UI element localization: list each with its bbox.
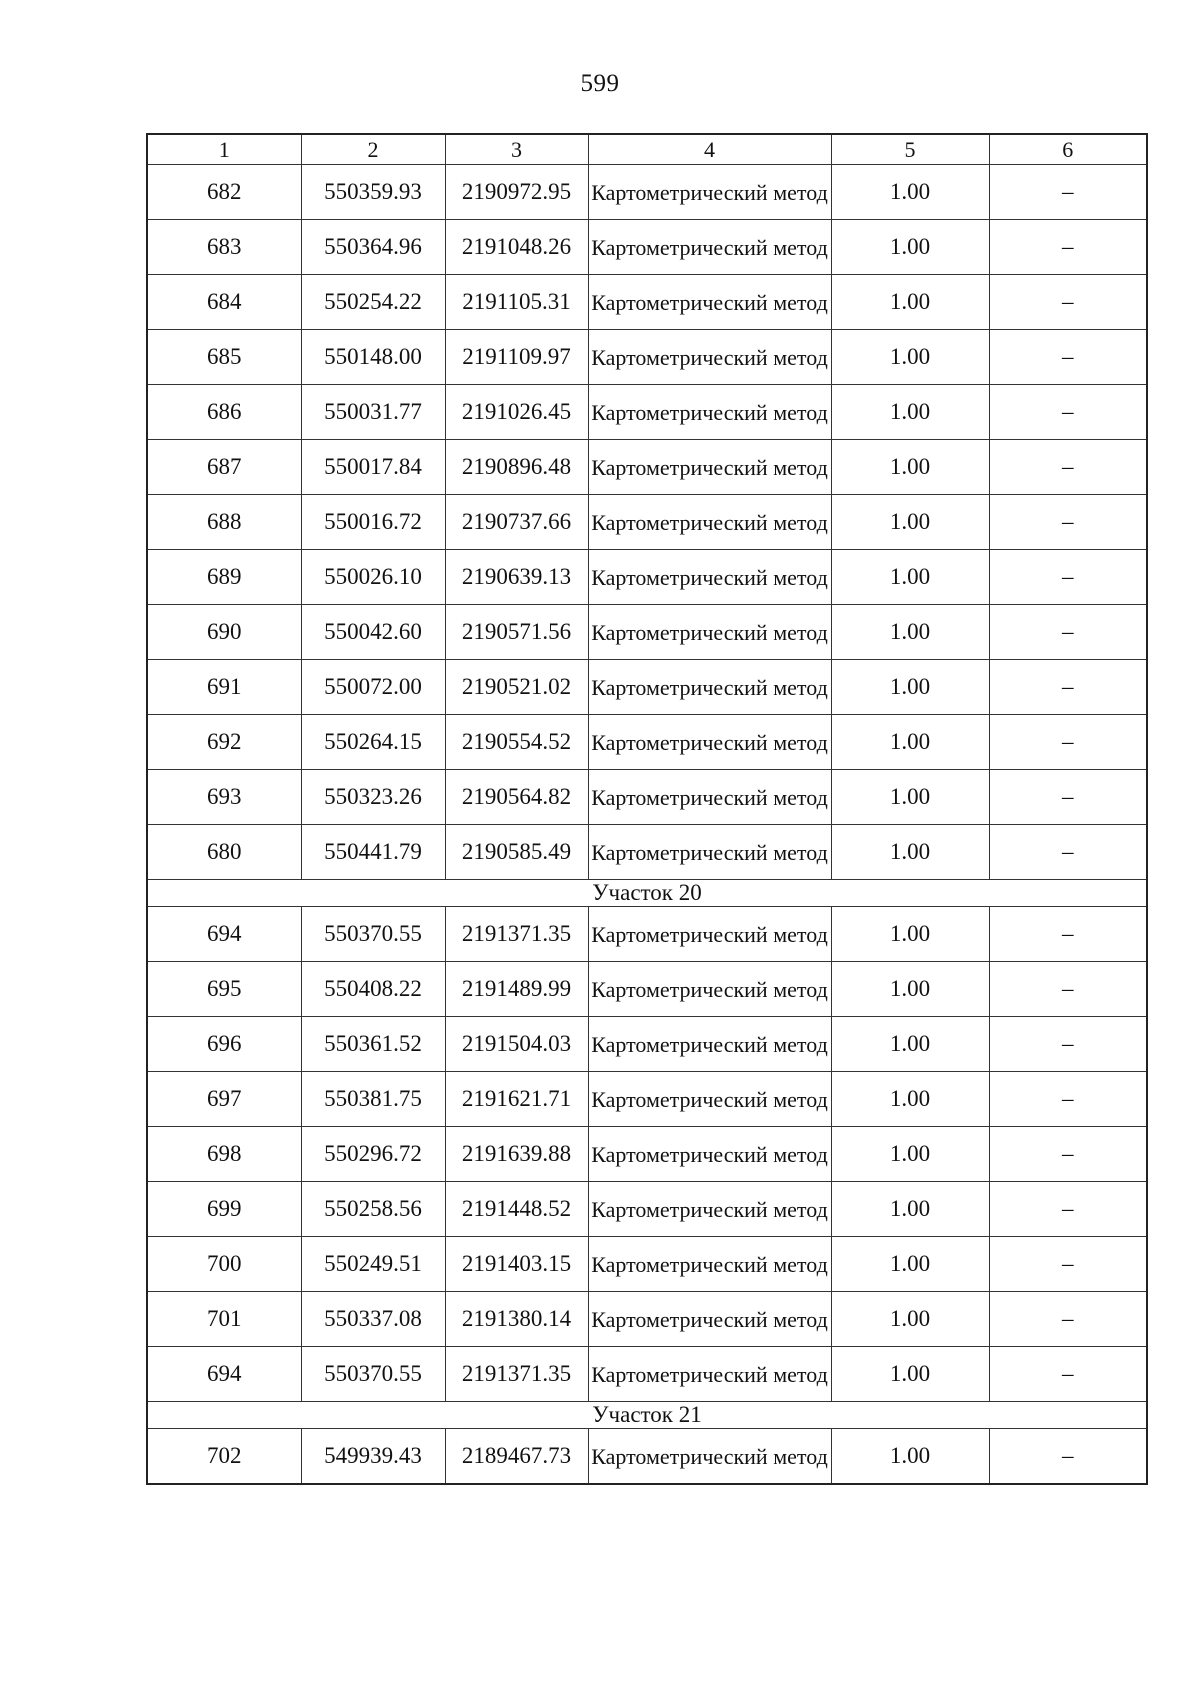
x-coordinate-cell: 550258.56: [301, 1182, 445, 1237]
method-cell: Картометрический метод: [588, 1072, 831, 1127]
x-coordinate-cell: 550296.72: [301, 1127, 445, 1182]
x-coordinate-cell: 550072.00: [301, 660, 445, 715]
point-number-cell: 695: [147, 962, 301, 1017]
x-coordinate-cell: 550364.96: [301, 220, 445, 275]
accuracy-cell: 1.00: [831, 1292, 989, 1347]
method-cell: Картометрический метод: [588, 440, 831, 495]
y-coordinate-cell: 2191371.35: [445, 1347, 588, 1402]
accuracy-cell: 1.00: [831, 1017, 989, 1072]
x-coordinate-cell: 550026.10: [301, 550, 445, 605]
x-coordinate-cell: 550361.52: [301, 1017, 445, 1072]
accuracy-cell: 1.00: [831, 385, 989, 440]
x-coordinate-cell: 550264.15: [301, 715, 445, 770]
y-coordinate-cell: 2189467.73: [445, 1429, 588, 1485]
note-cell: –: [989, 385, 1147, 440]
table-row: [147, 715, 1147, 770]
method-cell: Картометрический метод: [588, 165, 831, 220]
point-number-cell: 680: [147, 825, 301, 880]
point-number-cell: 693: [147, 770, 301, 825]
table-row: [147, 165, 1147, 220]
method-cell: Картометрический метод: [588, 1429, 831, 1485]
method-cell: Картометрический метод: [588, 825, 831, 880]
y-coordinate-cell: 2191371.35: [445, 907, 588, 962]
column-header-5: 5: [831, 134, 989, 165]
method-cell: Картометрический метод: [588, 385, 831, 440]
section-row: [147, 1402, 1147, 1429]
x-coordinate-cell: 550337.08: [301, 1292, 445, 1347]
point-number-cell: 700: [147, 1237, 301, 1292]
method-cell: Картометрический метод: [588, 220, 831, 275]
accuracy-cell: 1.00: [831, 1237, 989, 1292]
accuracy-cell: 1.00: [831, 770, 989, 825]
section-label: Участок 21: [147, 1402, 1147, 1429]
table-header-row: [147, 134, 1147, 165]
table-row: [147, 1127, 1147, 1182]
point-number-cell: 687: [147, 440, 301, 495]
y-coordinate-cell: 2190737.66: [445, 495, 588, 550]
note-cell: –: [989, 330, 1147, 385]
x-coordinate-cell: 550370.55: [301, 907, 445, 962]
point-number-cell: 702: [147, 1429, 301, 1485]
table-row: [147, 1072, 1147, 1127]
method-cell: Картометрический метод: [588, 715, 831, 770]
note-cell: –: [989, 495, 1147, 550]
method-cell: Картометрический метод: [588, 275, 831, 330]
y-coordinate-cell: 2190896.48: [445, 440, 588, 495]
method-cell: Картометрический метод: [588, 330, 831, 385]
note-cell: –: [989, 605, 1147, 660]
method-cell: Картометрический метод: [588, 1347, 831, 1402]
point-number-cell: 689: [147, 550, 301, 605]
note-cell: –: [989, 1182, 1147, 1237]
table-row: [147, 440, 1147, 495]
note-cell: –: [989, 275, 1147, 330]
table-row: [147, 330, 1147, 385]
y-coordinate-cell: 2191504.03: [445, 1017, 588, 1072]
y-coordinate-cell: 2190521.02: [445, 660, 588, 715]
x-coordinate-cell: 550370.55: [301, 1347, 445, 1402]
table-row: [147, 605, 1147, 660]
column-header-2: 2: [301, 134, 445, 165]
method-cell: Картометрический метод: [588, 660, 831, 715]
y-coordinate-cell: 2190564.82: [445, 770, 588, 825]
y-coordinate-cell: 2191105.31: [445, 275, 588, 330]
method-cell: Картометрический метод: [588, 770, 831, 825]
method-cell: Картометрический метод: [588, 1127, 831, 1182]
method-cell: Картометрический метод: [588, 1292, 831, 1347]
y-coordinate-cell: 2191489.99: [445, 962, 588, 1017]
note-cell: –: [989, 770, 1147, 825]
y-coordinate-cell: 2190571.56: [445, 605, 588, 660]
y-coordinate-cell: 2191639.88: [445, 1127, 588, 1182]
note-cell: –: [989, 440, 1147, 495]
table-row: [147, 825, 1147, 880]
table-row: [147, 1237, 1147, 1292]
accuracy-cell: 1.00: [831, 495, 989, 550]
accuracy-cell: 1.00: [831, 825, 989, 880]
table-row: [147, 1292, 1147, 1347]
point-number-cell: 694: [147, 907, 301, 962]
table-row: [147, 495, 1147, 550]
method-cell: Картометрический метод: [588, 907, 831, 962]
note-cell: –: [989, 1237, 1147, 1292]
accuracy-cell: 1.00: [831, 1072, 989, 1127]
x-coordinate-cell: 550249.51: [301, 1237, 445, 1292]
table-row: [147, 660, 1147, 715]
x-coordinate-cell: 550254.22: [301, 275, 445, 330]
note-cell: –: [989, 715, 1147, 770]
accuracy-cell: 1.00: [831, 550, 989, 605]
x-coordinate-cell: 550042.60: [301, 605, 445, 660]
y-coordinate-cell: 2191026.45: [445, 385, 588, 440]
accuracy-cell: 1.00: [831, 1429, 989, 1485]
point-number-cell: 696: [147, 1017, 301, 1072]
x-coordinate-cell: 550323.26: [301, 770, 445, 825]
note-cell: –: [989, 825, 1147, 880]
y-coordinate-cell: 2191380.14: [445, 1292, 588, 1347]
method-cell: Картометрический метод: [588, 550, 831, 605]
table-row: [147, 907, 1147, 962]
method-cell: Картометрический метод: [588, 1182, 831, 1237]
accuracy-cell: 1.00: [831, 440, 989, 495]
point-number-cell: 697: [147, 1072, 301, 1127]
x-coordinate-cell: 550148.00: [301, 330, 445, 385]
point-number-cell: 694: [147, 1347, 301, 1402]
method-cell: Картометрический метод: [588, 1237, 831, 1292]
note-cell: –: [989, 907, 1147, 962]
point-number-cell: 685: [147, 330, 301, 385]
method-cell: Картометрический метод: [588, 495, 831, 550]
accuracy-cell: 1.00: [831, 1127, 989, 1182]
table-row: [147, 220, 1147, 275]
point-number-cell: 699: [147, 1182, 301, 1237]
coordinates-table: [146, 133, 1148, 1485]
page-number: 599: [580, 70, 620, 97]
point-number-cell: 698: [147, 1127, 301, 1182]
point-number-cell: 684: [147, 275, 301, 330]
section-label: Участок 20: [147, 880, 1147, 907]
note-cell: –: [989, 1347, 1147, 1402]
y-coordinate-cell: 2191403.15: [445, 1237, 588, 1292]
method-cell: Картометрический метод: [588, 605, 831, 660]
accuracy-cell: 1.00: [831, 275, 989, 330]
table-row: [147, 770, 1147, 825]
table-row: [147, 962, 1147, 1017]
x-coordinate-cell: 550017.84: [301, 440, 445, 495]
accuracy-cell: 1.00: [831, 330, 989, 385]
method-cell: Картометрический метод: [588, 1017, 831, 1072]
x-coordinate-cell: 550441.79: [301, 825, 445, 880]
note-cell: –: [989, 220, 1147, 275]
x-coordinate-cell: 550359.93: [301, 165, 445, 220]
table-row: [147, 1017, 1147, 1072]
note-cell: –: [989, 550, 1147, 605]
table-row: [147, 1429, 1147, 1485]
table-row: [147, 385, 1147, 440]
note-cell: –: [989, 1127, 1147, 1182]
point-number-cell: 688: [147, 495, 301, 550]
table-row: [147, 1182, 1147, 1237]
x-coordinate-cell: 550016.72: [301, 495, 445, 550]
y-coordinate-cell: 2190972.95: [445, 165, 588, 220]
accuracy-cell: 1.00: [831, 1347, 989, 1402]
accuracy-cell: 1.00: [831, 907, 989, 962]
column-header-4: 4: [588, 134, 831, 165]
coordinates-table-body: [147, 134, 1147, 1484]
y-coordinate-cell: 2190639.13: [445, 550, 588, 605]
accuracy-cell: 1.00: [831, 165, 989, 220]
note-cell: –: [989, 962, 1147, 1017]
y-coordinate-cell: 2190585.49: [445, 825, 588, 880]
accuracy-cell: 1.00: [831, 962, 989, 1017]
y-coordinate-cell: 2191048.26: [445, 220, 588, 275]
note-cell: –: [989, 1017, 1147, 1072]
y-coordinate-cell: 2190554.52: [445, 715, 588, 770]
column-header-3: 3: [445, 134, 588, 165]
y-coordinate-cell: 2191448.52: [445, 1182, 588, 1237]
x-coordinate-cell: 550408.22: [301, 962, 445, 1017]
point-number-cell: 692: [147, 715, 301, 770]
note-cell: –: [989, 1072, 1147, 1127]
column-header-1: 1: [147, 134, 301, 165]
table-row: [147, 1347, 1147, 1402]
y-coordinate-cell: 2191109.97: [445, 330, 588, 385]
section-row: [147, 880, 1147, 907]
x-coordinate-cell: 549939.43: [301, 1429, 445, 1485]
table-row: [147, 275, 1147, 330]
method-cell: Картометрический метод: [588, 962, 831, 1017]
x-coordinate-cell: 550381.75: [301, 1072, 445, 1127]
y-coordinate-cell: 2191621.71: [445, 1072, 588, 1127]
point-number-cell: 683: [147, 220, 301, 275]
accuracy-cell: 1.00: [831, 220, 989, 275]
point-number-cell: 686: [147, 385, 301, 440]
column-header-6: 6: [989, 134, 1147, 165]
note-cell: –: [989, 1429, 1147, 1485]
point-number-cell: 691: [147, 660, 301, 715]
accuracy-cell: 1.00: [831, 715, 989, 770]
point-number-cell: 690: [147, 605, 301, 660]
accuracy-cell: 1.00: [831, 605, 989, 660]
note-cell: –: [989, 660, 1147, 715]
x-coordinate-cell: 550031.77: [301, 385, 445, 440]
note-cell: –: [989, 1292, 1147, 1347]
note-cell: –: [989, 165, 1147, 220]
accuracy-cell: 1.00: [831, 1182, 989, 1237]
point-number-cell: 682: [147, 165, 301, 220]
point-number-cell: 701: [147, 1292, 301, 1347]
accuracy-cell: 1.00: [831, 660, 989, 715]
table-row: [147, 550, 1147, 605]
